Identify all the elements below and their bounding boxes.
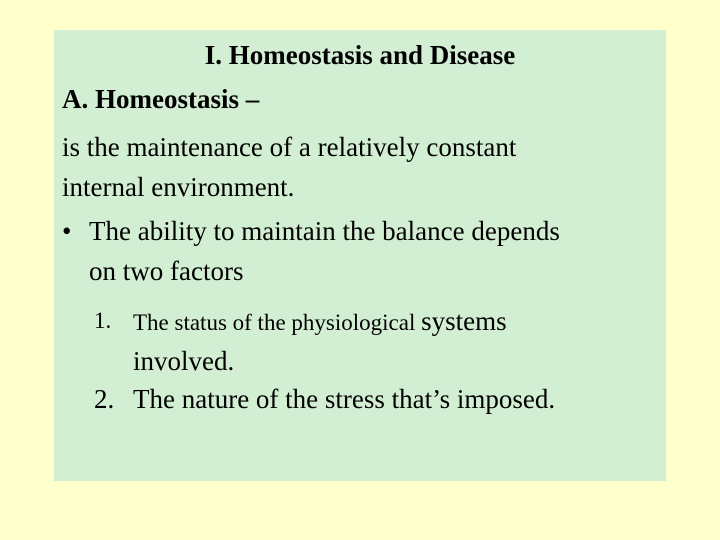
- list-item-1-text-large: systems: [421, 306, 507, 336]
- definition-text: [62, 127, 652, 207]
- section-heading: A. Homeostasis –: [62, 84, 260, 114]
- slide-title: I. Homeostasis and Disease: [204, 40, 516, 70]
- list-item-1-text: [94, 302, 654, 382]
- bullet-text: [62, 211, 662, 291]
- bullet-line-1: The ability to maintain the balance depends: [89, 216, 560, 246]
- list-item-1-text-small: The status of the physiological: [133, 310, 422, 335]
- list-item-1: [94, 302, 654, 382]
- definition-line-2: internal environment.: [62, 172, 295, 202]
- list-item-2: [94, 382, 654, 416]
- bullet-icon: •: [62, 216, 72, 246]
- list-number-2: 2.: [94, 384, 115, 414]
- content-panel: [54, 30, 666, 481]
- list-item-2-text: The nature of the stress that’s imposed.: [133, 384, 556, 414]
- list-number-1: 1.: [94, 308, 112, 333]
- definition-line-1: is the maintenance of a relatively constant: [62, 132, 517, 162]
- list-item-1-continuation: involved.: [133, 346, 235, 376]
- bullet-line-2: on two factors: [89, 256, 244, 286]
- bullet-point: [62, 211, 662, 291]
